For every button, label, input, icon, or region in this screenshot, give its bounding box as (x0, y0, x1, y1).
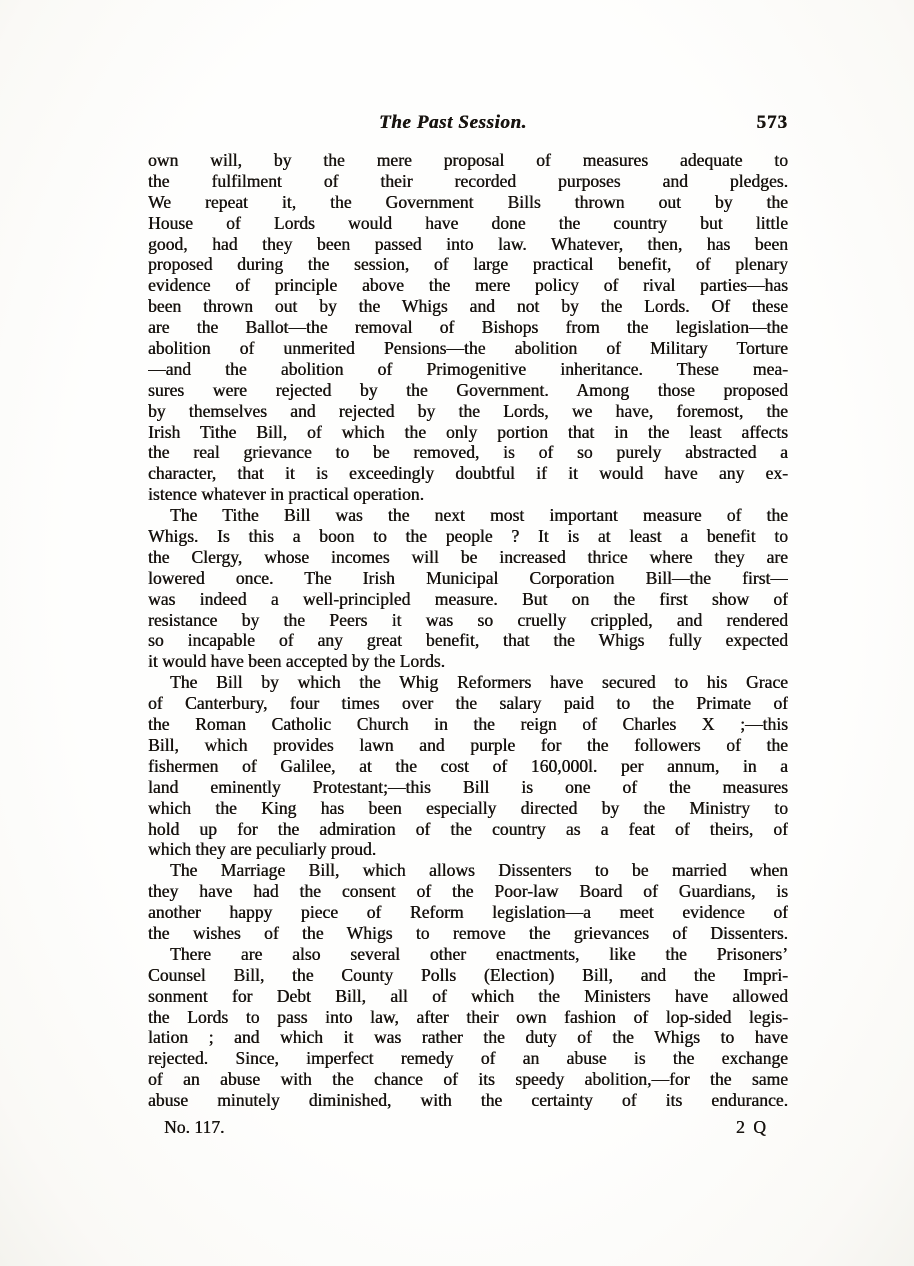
text-line: The Tithe Bill was the next most important measure of the (170, 505, 788, 526)
text-line: —and the abolition of Primogenitive inheritance. These mea- (148, 358, 788, 379)
text-line: The Marriage Bill, which allows Dissenters to be married when (170, 860, 788, 881)
page-footer (148, 1117, 788, 1139)
text-line: the real grievance to be removed, is of so purely abstracted a (148, 442, 788, 463)
text-line: There are also several other enactments, like the Prisoners’ (170, 943, 788, 964)
text-line: by themselves and rejected by the Lords, we have, foremost, the (148, 400, 788, 421)
text-line: istence whatever in practical operation. (148, 484, 424, 505)
paragraph (148, 944, 788, 1111)
paragraph (148, 505, 788, 672)
text-line: proposed during the session, of large practical benefit, of plenary (148, 254, 788, 275)
text-line: lowered once. The Irish Municipal Corporation Bill—the first— (148, 567, 788, 588)
text-line: We repeat it, the Government Bills thrown out by the (148, 191, 788, 212)
text-line: character, that it is exceedingly doubtful if it would have any ex- (148, 463, 788, 484)
text-line: lation ; and which it was rather the duty of the Whigs to have (148, 1027, 788, 1048)
issue-number: No. 117. (164, 1117, 225, 1137)
text-line: Irish Tithe Bill, of which the only portion that in the least affects (148, 421, 788, 442)
text-line: sures were rejected by the Government. Among those proposed (148, 379, 788, 400)
text-line: been thrown out by the Whigs and not by the Lords. Of these (148, 296, 788, 317)
text-line: the Roman Catholic Church in the reign of Charles X ;—this (148, 714, 788, 735)
text-line: good, had they been passed into law. Whatever, then, has been (148, 233, 788, 254)
text-line: The Bill by which the Whig Reformers have secured to his Grace (170, 672, 788, 693)
text-line: own will, by the mere proposal of measures adequate to (148, 150, 788, 170)
text-line: the fulfilment of their recorded purposes and pledges. (148, 170, 788, 191)
text-line: rejected. Since, imperfect remedy of an abuse is the exchange (148, 1048, 788, 1069)
text-line: which they are peculiarly proud. (148, 839, 377, 860)
printer-signature-mark: 2 Q (736, 1117, 768, 1137)
text-line: so incapable of any great benefit, that the Whigs fully expected (148, 630, 788, 651)
page-body (148, 150, 788, 1111)
text-line: the wishes of the Whigs to remove the grievances of Dissenters. (148, 922, 788, 943)
page-number: 573 (756, 112, 788, 133)
text-line: was indeed a well-principled measure. But on the first show of (148, 588, 788, 609)
running-title: The Past Session. (379, 112, 527, 133)
paragraph (148, 672, 788, 860)
text-line: of an abuse with the chance of its speedy abolition,—for the same (148, 1069, 788, 1090)
text-line: hold up for the admiration of the country as a feat of theirs, of (148, 818, 788, 839)
text-line: abolition of unmerited Pensions—the abolition of Military Torture (148, 338, 788, 359)
text-line: resistance by the Peers it was so cruelly crippled, and rendered (148, 609, 788, 630)
text-line: House of Lords would have done the country but little (148, 212, 788, 233)
text-line: the Clergy, whose incomes will be increased thrice where they are (148, 546, 788, 567)
paragraph (148, 150, 788, 505)
text-line: they have had the consent of the Poor-law Board of Guardians, is (148, 881, 788, 902)
text-line: which the King has been especially directed by the Ministry to (148, 797, 788, 818)
text-line: abuse minutely diminished, with the certainty of its endurance. (148, 1090, 788, 1111)
page-header (148, 112, 788, 138)
text-line: are the Ballot—the removal of Bishops from the legislation—the (148, 317, 788, 338)
text-line: the Lords to pass into law, after their own fashion of lop-sided legis- (148, 1006, 788, 1027)
text-line: of Canterbury, four times over the salary paid to the Primate of (148, 693, 788, 714)
text-line: Counsel Bill, the County Polls (Election) Bill, and the Impri- (148, 964, 788, 985)
text-line: sonment for Debt Bill, all of which the Ministers have allowed (148, 985, 788, 1006)
text-line: evidence of principle above the mere policy of rival parties—has (148, 275, 788, 296)
text-line: Bill, which provides lawn and purple for the followers of the (148, 734, 788, 755)
text-line: land eminently Protestant;—this Bill is one of the measures (148, 776, 788, 797)
text-line: fishermen of Galilee, at the cost of 160,000l. per annum, in a (148, 755, 788, 776)
text-line: it would have been accepted by the Lords. (148, 651, 446, 672)
text-line: another happy piece of Reform legislation—a meet evidence of (148, 902, 788, 923)
paragraph (148, 860, 788, 944)
text-line: Whigs. Is this a boon to the people ? It is at least a benefit to (148, 526, 788, 547)
